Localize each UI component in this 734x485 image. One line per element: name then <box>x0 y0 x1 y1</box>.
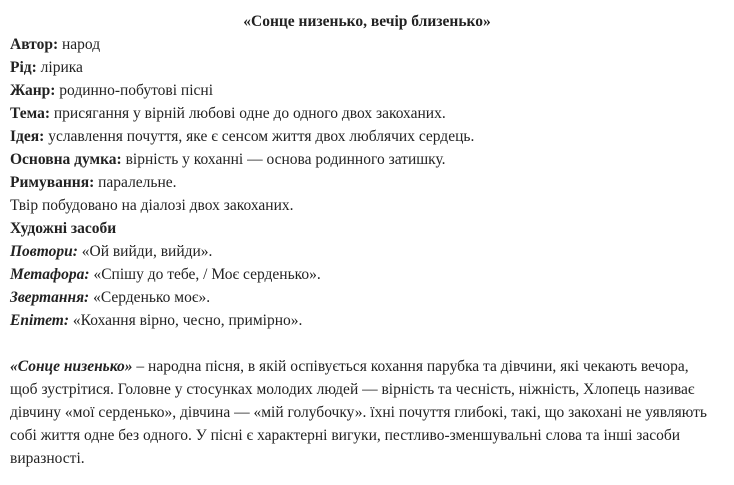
device-label: Повтори: <box>10 243 78 260</box>
summary-line <box>10 355 722 378</box>
fact-label: Римування: <box>10 174 95 191</box>
fact-label: Основна думка: <box>10 151 122 168</box>
fact-kind <box>10 56 734 79</box>
device-epithet <box>10 309 734 332</box>
fact-value: присягання у вірній любові одне до одного двох закоханих. <box>50 105 446 122</box>
device-label: Епітет: <box>10 312 70 329</box>
summary-lead: «Сонце низенько» <box>10 358 133 375</box>
fact-label: Автор: <box>10 36 59 53</box>
device-address <box>10 286 734 309</box>
device-value: «Кохання вірно, чесно, примірно». <box>69 312 303 329</box>
fact-label: Ідея: <box>10 128 45 145</box>
device-value: «Серденько моє». <box>89 289 211 306</box>
summary-paragraph <box>10 355 722 470</box>
fact-main-thought <box>10 148 734 171</box>
spacer <box>10 332 734 355</box>
fact-genre <box>10 79 734 102</box>
fact-value: родинно-побутові пісні <box>55 82 214 99</box>
device-value: «Спішу до тебе, / Моє серденько». <box>89 266 321 283</box>
fact-label: Тема: <box>10 105 50 122</box>
fact-value: уславлення почуття, яке є сенсом життя двох люблячих сердець. <box>44 128 475 145</box>
fact-label: Жанр: <box>10 82 56 99</box>
fact-value: лірика <box>36 59 83 76</box>
summary-line: дівчину «мої серденько», дівчина — «мій голубочку». їхні почуття глибокі, такі, що закохані не уявляють <box>10 404 707 421</box>
device-value: «Ой вийди, вийди». <box>77 243 213 260</box>
fact-idea <box>10 125 734 148</box>
dialogue-note: Твір побудовано на діалозі двох закоханих. <box>10 197 294 214</box>
device-label: Звертання: <box>10 289 90 306</box>
device-repetition <box>10 240 734 263</box>
device-metaphor <box>10 263 734 286</box>
fact-value: вірність у коханні — основа родинного затишку. <box>121 151 446 168</box>
fact-rhyme <box>10 171 734 194</box>
fact-value: народ <box>58 36 101 53</box>
summary-line: виразності. <box>10 450 85 467</box>
fact-author <box>10 33 734 56</box>
device-label: Метафора: <box>10 266 90 283</box>
fact-label: Рід: <box>10 59 37 76</box>
fact-value: паралельне. <box>94 174 177 191</box>
fact-theme <box>10 102 734 125</box>
page-title: «Сонце низенько, вечір близенько» <box>243 13 491 30</box>
summary-line: собі життя одне без одного. У пісні є характерні вигуки, пестливо-зменшувальні слова та інші засоби <box>10 427 681 444</box>
summary-text: – народна пісня, в якій оспівується кохання парубка та дівчини, які чекають вечора, <box>132 358 689 375</box>
devices-heading: Художні засоби <box>10 220 117 237</box>
summary-line: щоб зустрітися. Головне у стосунках молодих людей — вірність та чесність, ніжність, Хлопець називає <box>10 381 695 398</box>
